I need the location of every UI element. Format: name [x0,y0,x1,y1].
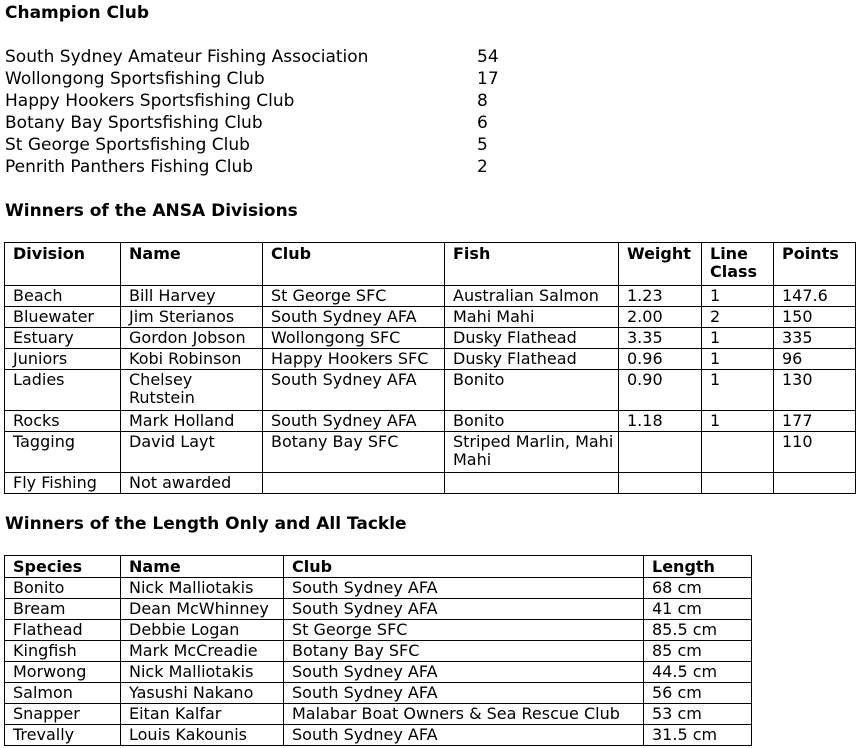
division-cell: 1.23 [619,286,702,307]
champion-club-row [5,68,525,90]
champion-club-row [5,90,525,112]
table-row [5,432,856,473]
table-row [5,599,752,620]
division-cell: 3.35 [619,328,702,349]
division-header-cell: Line Class [702,243,774,286]
division-cell: 1 [702,328,774,349]
divisions-table [4,242,856,494]
length-cell: Botany Bay SFC [284,641,644,662]
champion-club-name: South Sydney Amateur Fishing Association [5,47,369,67]
division-cell: 0.90 [619,370,702,411]
division-cell: 335 [774,328,856,349]
length-cell: South Sydney AFA [284,683,644,704]
length-cell: Eitan Kalfar [121,704,284,725]
length-cell: 85.5 cm [644,620,752,641]
table-row [5,473,856,494]
table-row [5,411,856,432]
length-cell: 53 cm [644,704,752,725]
length-cell: Trevally [5,725,121,746]
length-header-cell: Name [121,556,284,578]
division-cell [263,473,445,494]
length-cell: 85 cm [644,641,752,662]
division-cell: Kobi Robinson [121,349,263,370]
division-cell: 150 [774,307,856,328]
division-cell: 1 [702,349,774,370]
length-cell: Nick Malliotakis [121,662,284,683]
division-cell: Australian Salmon [445,286,619,307]
division-cell: Dusky Flathead [445,349,619,370]
division-cell: Striped Marlin, Mahi Mahi [445,432,619,473]
length-cell: South Sydney AFA [284,662,644,683]
length-table [4,555,752,746]
division-cell: 1 [702,370,774,411]
division-cell: South Sydney AFA [263,370,445,411]
division-cell [774,473,856,494]
champion-club-row [5,46,525,68]
table-row [5,662,752,683]
division-cell: 2 [702,307,774,328]
division-cell: 2.00 [619,307,702,328]
division-cell: Estuary [5,328,121,349]
table-row [5,349,856,370]
length-cell: Yasushi Nakano [121,683,284,704]
table-row [5,578,752,599]
division-cell: 1.18 [619,411,702,432]
length-cell: South Sydney AFA [284,599,644,620]
division-cell: Wollongong SFC [263,328,445,349]
champion-club-points: 2 [477,157,488,177]
division-cell: 110 [774,432,856,473]
division-cell [619,432,702,473]
division-cell [702,432,774,473]
length-cell: South Sydney AFA [284,578,644,599]
division-cell: 130 [774,370,856,411]
length-cell: 44.5 cm [644,662,752,683]
champion-club-points: 17 [477,69,499,89]
length-cell: 31.5 cm [644,725,752,746]
champion-club-points: 6 [477,113,488,133]
length-cell: Mark McCreadie [121,641,284,662]
table-row [5,683,752,704]
division-cell: Bluewater [5,307,121,328]
length-cell: Debbie Logan [121,620,284,641]
length-cell: Flathead [5,620,121,641]
division-cell: Chelsey Rutstein [121,370,263,411]
division-cell: Gordon Jobson [121,328,263,349]
division-cell: Juniors [5,349,121,370]
table-row [5,704,752,725]
table-row [5,725,752,746]
division-cell: Rocks [5,411,121,432]
division-cell: Tagging [5,432,121,473]
length-cell: Snapper [5,704,121,725]
champion-club-name: Happy Hookers Sportsfishing Club [5,91,295,111]
length-header-cell: Species [5,556,121,578]
length-header-cell: Length [644,556,752,578]
length-cell: Kingfish [5,641,121,662]
division-cell: Not awarded [121,473,263,494]
divisions-heading: Winners of the ANSA Divisions [5,201,298,221]
length-cell: Dean McWhinney [121,599,284,620]
division-cell: 0.96 [619,349,702,370]
division-cell [619,473,702,494]
champion-club-points: 54 [477,47,499,67]
division-cell: 1 [702,286,774,307]
length-cell: Malabar Boat Owners & Sea Rescue Club [284,704,644,725]
length-cell: South Sydney AFA [284,725,644,746]
champion-club-list [5,46,525,178]
division-cell: Mark Holland [121,411,263,432]
length-header-cell: Club [284,556,644,578]
length-cell: Morwong [5,662,121,683]
division-header-cell: Points [774,243,856,286]
division-cell: 177 [774,411,856,432]
length-cell: 56 cm [644,683,752,704]
length-cell: 68 cm [644,578,752,599]
division-cell: Bonito [445,411,619,432]
division-cell: St George SFC [263,286,445,307]
division-header-cell: Weight [619,243,702,286]
division-cell: Botany Bay SFC [263,432,445,473]
table-row [5,328,856,349]
division-cell: Bill Harvey [121,286,263,307]
length-cell: St George SFC [284,620,644,641]
champion-club-name: Penrith Panthers Fishing Club [5,157,254,177]
champion-club-row [5,112,525,134]
table-row [5,620,752,641]
division-cell: Bonito [445,370,619,411]
length-cell: Bonito [5,578,121,599]
table-row [5,307,856,328]
table-row [5,286,856,307]
division-header-cell: Fish [445,243,619,286]
division-cell: South Sydney AFA [263,307,445,328]
division-cell [702,473,774,494]
champion-club-name: Wollongong Sportsfishing Club [5,69,265,89]
length-cell: Louis Kakounis [121,725,284,746]
division-header-cell: Division [5,243,121,286]
division-cell: Mahi Mahi [445,307,619,328]
champion-club-row [5,156,525,178]
division-cell: South Sydney AFA [263,411,445,432]
champion-club-name: St George Sportsfishing Club [5,135,250,155]
division-cell: Jim Sterianos [121,307,263,328]
division-header-cell: Name [121,243,263,286]
division-cell: Ladies [5,370,121,411]
length-cell: 41 cm [644,599,752,620]
division-cell: Dusky Flathead [445,328,619,349]
champion-club-row [5,134,525,156]
division-cell: David Layt [121,432,263,473]
division-header-cell: Club [263,243,445,286]
length-cell: Nick Malliotakis [121,578,284,599]
table-row [5,370,856,411]
division-cell [445,473,619,494]
champion-club-name: Botany Bay Sportsfishing Club [5,113,263,133]
division-cell: 147.6 [774,286,856,307]
length-cell: Salmon [5,683,121,704]
table-row [5,641,752,662]
division-cell: Fly Fishing [5,473,121,494]
division-cell: 96 [774,349,856,370]
champion-club-points: 8 [477,91,488,111]
champion-club-heading: Champion Club [5,3,150,23]
division-cell: 1 [702,411,774,432]
champion-club-points: 5 [477,135,488,155]
length-cell: Bream [5,599,121,620]
division-cell: Beach [5,286,121,307]
length-heading: Winners of the Length Only and All Tackle [5,514,407,534]
division-cell: Happy Hookers SFC [263,349,445,370]
